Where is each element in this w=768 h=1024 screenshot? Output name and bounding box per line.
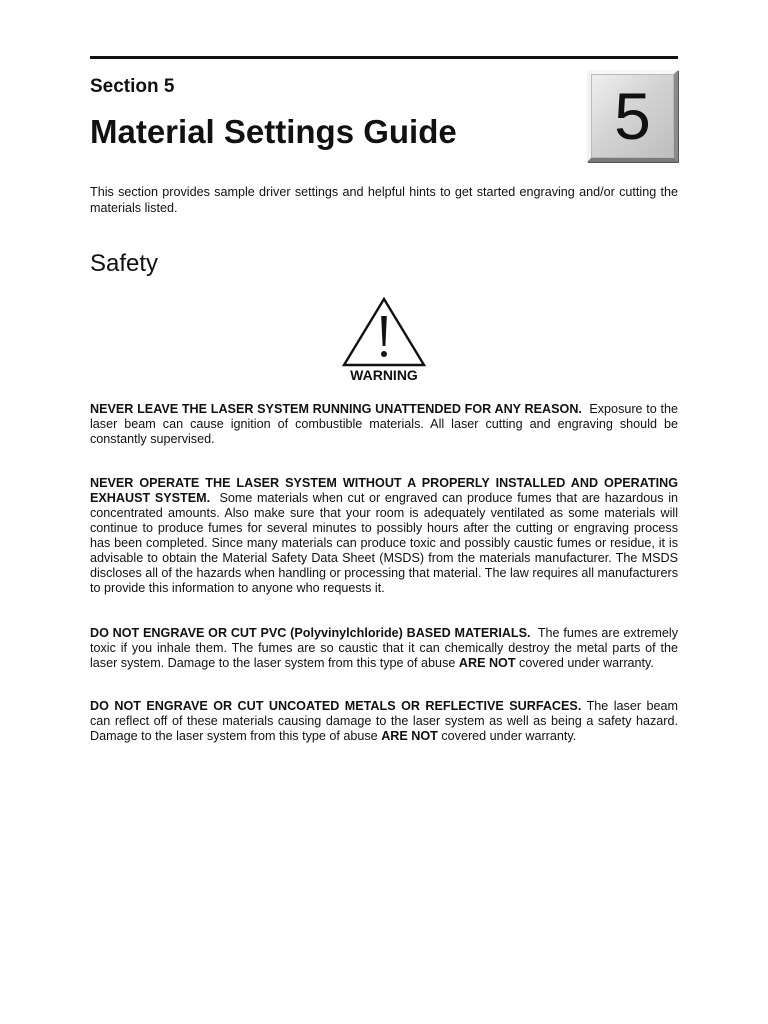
warranty-emphasis: ARE NOT [458,656,516,670]
safety-paragraph-pvc [90,626,678,671]
warranty-emphasis: ARE NOT [381,729,438,743]
safety-paragraph-body-end: covered under warranty. [441,729,577,743]
chapter-number-tile [587,70,678,162]
safety-paragraph-lead: DO NOT ENGRAVE OR CUT PVC (Polyvinylchloride) BASED MATERIALS. [90,626,531,640]
warning-symbol [340,296,428,388]
safety-paragraph-body: The laser beam can reflect off of these materials causing damage to the laser system as well as being a safety hazard. Damage to the laser system from this type of abuse [90,699,678,743]
warning-label: WARNING [350,367,418,383]
safety-paragraph-body-end: covered under warranty. [519,656,654,670]
safety-paragraph-body: Exposure to the laser beam can cause ignition of combustible materials. All laser cutting and engraving should be constantly supervised. [90,402,678,446]
safety-paragraph-body: The fumes are extremely toxic if you inhale them. The fumes are so caustic that it can chemically destroy the metal parts of the laser system. Damage to the laser system from this type of abuse [90,626,678,670]
header-rule [90,56,678,59]
safety-paragraph-metals [90,699,678,744]
safety-paragraph-body: Some materials when cut or engraved can produce fumes that are hazardous in concentrated amounts. Also make sure that your room is adequately ventilated as some materials will continue to produce fumes for several minutes to possibly hours after the cutting or engraving process has been completed. Since many materials can produce toxic and possibly caustic fumes or residue, it is advisable to obtain the Material Safety Data Sheet (MSDS) from the materials manufacturer. The MSDS discloses all of the hazards when handling or processing that material. The law requires all manufacturers to provide this information to anyone who requests it. [90,491,678,595]
chapter-number: 5 [614,79,651,153]
safety-paragraph-exhaust [90,476,678,596]
page-title: Material Settings Guide [90,113,457,150]
safety-paragraph-lead: DO NOT ENGRAVE OR CUT UNCOATED METALS OR REFLECTIVE SURFACES. [90,699,582,713]
intro-paragraph: This section provides sample driver settings and helpful hints to get started engraving and/or cutting the materials listed. [90,185,678,215]
section-label: Section 5 [90,76,175,97]
safety-paragraph-lead: NEVER LEAVE THE LASER SYSTEM RUNNING UNATTENDED FOR ANY REASON. [90,402,582,416]
safety-paragraph-unattended [90,402,678,447]
safety-heading: Safety [90,250,159,277]
warning-triangle-icon [340,296,428,368]
safety-paragraph-lead: NEVER OPERATE THE LASER SYSTEM WITHOUT A PROPERLY INSTALLED AND OPERATING EXHAUST SYSTEM. [90,476,678,505]
